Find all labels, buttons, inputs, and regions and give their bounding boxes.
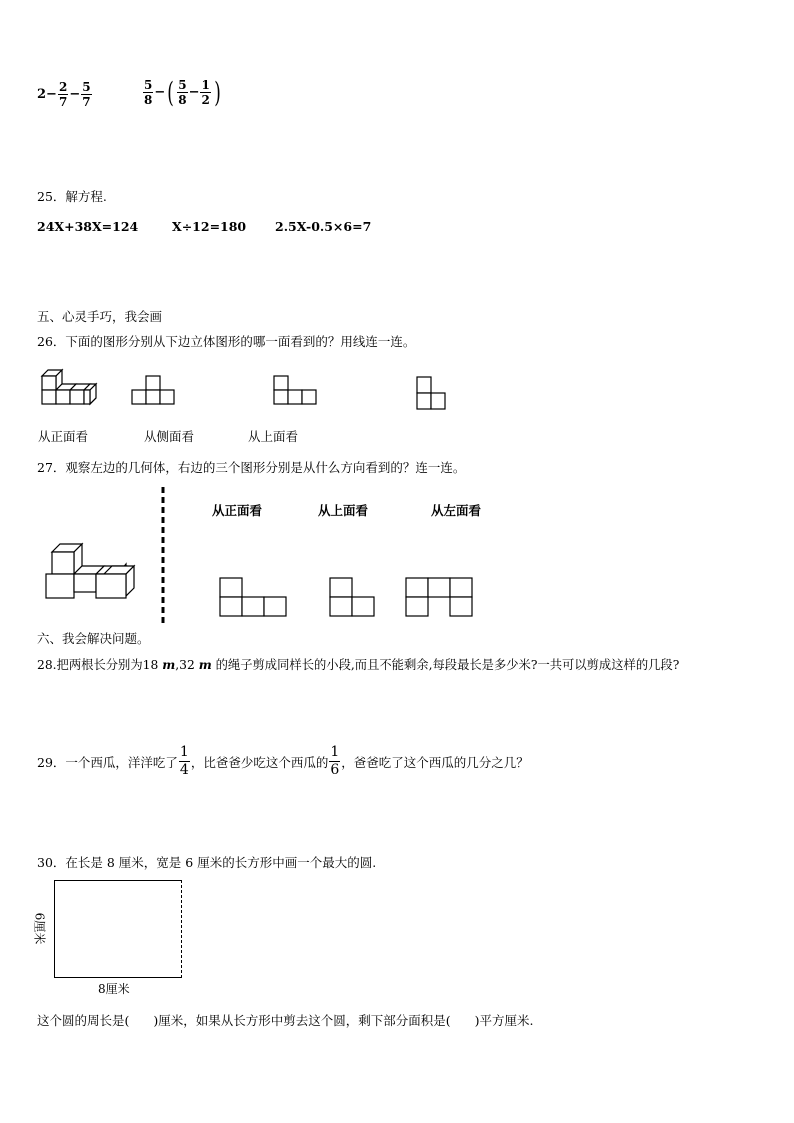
q26-view-1 (130, 374, 180, 414)
q26-view-3 (415, 375, 455, 419)
expr1-fraction-2: $\frac{5}{7}$ (82, 80, 91, 109)
expr1-op2: − (69, 87, 81, 102)
section-5-heading: 五、心灵手巧，我会画 (37, 309, 163, 324)
expr1-op1: − (46, 87, 57, 102)
expression-2 (142, 75, 223, 109)
q25-title: 25．解方程. (37, 189, 107, 204)
expr2-fraction-2: $\frac{5}{8}$ (178, 78, 187, 107)
q26-label-top: 从上面看 (248, 429, 299, 444)
q30-width-label: 6厘米 (32, 912, 47, 945)
q29-fraction-1: $\frac{1}{4}$ (179, 744, 189, 778)
expr1-fraction-1: $\frac{2}{7}$ (58, 80, 68, 109)
q30-length-label: 8厘米 (98, 982, 130, 996)
q29-text: 29．一个西瓜，洋洋吃了 $\frac{1}{4}$ ，比爸爸少吃这个西瓜的 $\frac{1}{6}$ ，爸爸吃了这个西瓜的几分之几？ (37, 744, 529, 778)
q27-view-3 (405, 577, 477, 619)
expr2-op2: − (188, 85, 200, 100)
q25-equation-1: 24X+38X=124 (37, 219, 139, 234)
q25-equation-3: 2.5X-0.5×6=7 (275, 219, 372, 234)
q26-label-side: 从侧面看 (144, 429, 195, 444)
q27-view-2 (329, 577, 379, 619)
q30-title: 30．在长是 8 厘米，宽是 6 厘米的长方形中画一个最大的圆. (37, 855, 377, 870)
q27-title: 27．观察左边的几何体，右边的三个图形分别是从什么方向看到的？连一连。 (37, 460, 466, 475)
expr2-left-paren: ( (167, 75, 175, 109)
expr2-fraction-3: $\frac{1}{2}$ (201, 78, 210, 107)
q26-view-2 (272, 374, 322, 414)
expr1-lead: 2 (37, 87, 47, 102)
q27-header-front: 从正面看 (212, 503, 263, 518)
q30-answer-line: 这个圆的周长是( )厘米，如果从长方形中剪去这个圆，剩下部分面积是( )平方厘米. (37, 1013, 534, 1028)
expr2-fraction-1: $\frac{5}{8}$ (144, 78, 153, 107)
q29-fraction-2: $\frac{1}{6}$ (330, 744, 340, 778)
q26-label-front: 从正面看 (38, 429, 89, 444)
q30-rectangle (54, 880, 182, 978)
expr2-right-paren: ) (214, 75, 221, 109)
q27-header-top: 从上面看 (318, 503, 369, 518)
q26-title: 26．下面的图形分别从下边立体图形的哪一面看到的？用线连一连。 (37, 334, 416, 349)
q27-header-left: 从左面看 (431, 503, 482, 518)
q26-solid-figure (38, 364, 108, 414)
section-6-heading: 六、我会解决问题。 (37, 631, 150, 646)
expression-1 (37, 80, 93, 109)
q25-equation-2: X÷12=180 (172, 219, 247, 234)
q28-text: 28.把两根长分别为18 m,32 m 的绳子剪成同样长的小段,而且不能剩余,每段最长是多少米?一共可以剪成这样的几段? (37, 657, 680, 672)
expr2-op1: − (154, 85, 166, 100)
q27-divider (160, 487, 166, 627)
q27-solid-figure (42, 540, 152, 610)
q27-view-1 (219, 577, 291, 619)
